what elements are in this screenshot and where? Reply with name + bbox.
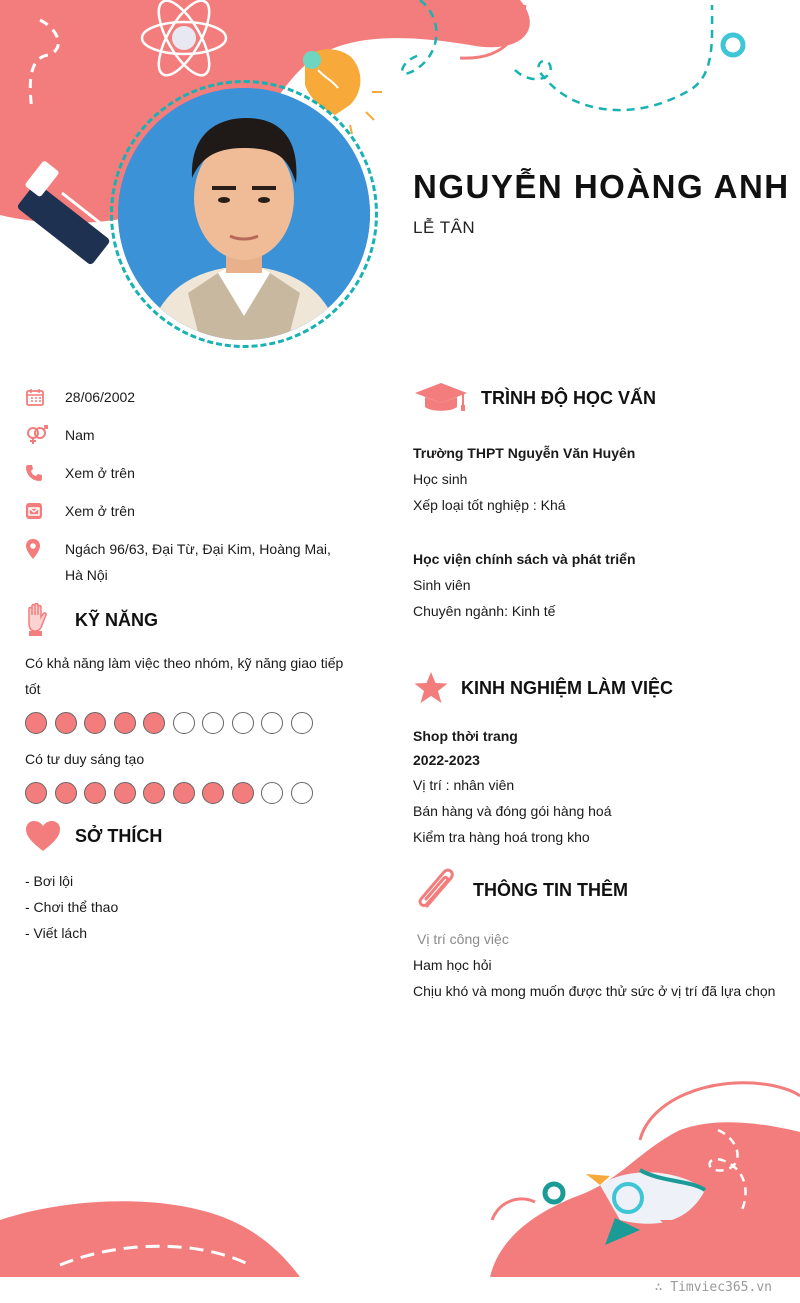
phone-icon	[25, 460, 65, 486]
experience-line: Vị trí : nhân viên	[413, 777, 515, 793]
watermark: ∴ Timviec365.vn	[654, 1280, 772, 1295]
extra-line: Chịu khó và mong muốn được thử sức ở vị trí đã lựa chọn	[413, 983, 776, 999]
rating-dot-filled	[84, 782, 106, 804]
calendar-icon	[25, 384, 65, 410]
extra-header	[413, 868, 793, 912]
education-role: Sinh viên	[413, 577, 471, 593]
education-detail: Chuyên ngành: Kinh tế	[413, 603, 556, 619]
rating-dot-filled	[143, 782, 165, 804]
education-detail: Xếp loại tốt nghiệp : Khá	[413, 497, 566, 513]
rating-dot-filled	[143, 712, 165, 734]
contact-phone	[25, 460, 345, 486]
gender-value: Nam	[65, 427, 95, 443]
rating-dot-filled	[232, 782, 254, 804]
rating-dot-empty	[202, 712, 224, 734]
skills-title: KỸ NĂNG	[75, 609, 159, 630]
gender-icon	[25, 422, 65, 448]
rating-dot-empty	[261, 712, 283, 734]
contact-email	[25, 498, 345, 524]
rating-dot-filled	[114, 782, 136, 804]
right-column	[413, 376, 793, 1004]
rating-dot-empty	[261, 782, 283, 804]
contact-address	[25, 536, 345, 588]
rating-dot-filled	[55, 782, 77, 804]
experience-line: Bán hàng và đóng gói hàng hoá	[413, 803, 612, 819]
education-role: Học sinh	[413, 471, 468, 487]
experience-entry	[413, 724, 793, 850]
avatar	[118, 88, 370, 340]
extra-title: THÔNG TIN THÊM	[473, 879, 628, 900]
paperclip-icon	[413, 868, 461, 912]
extra-entry	[413, 926, 793, 1004]
hobby-item: - Chơi thể thao	[25, 899, 119, 915]
job-title: LỄ TÂN	[413, 218, 476, 237]
rating-dot-empty	[291, 782, 313, 804]
rating-dot-filled	[55, 712, 77, 734]
email-icon	[25, 498, 65, 524]
skills-header	[25, 600, 345, 640]
rating-dot-empty	[232, 712, 254, 734]
experience-line: Kiểm tra hàng hoá trong kho	[413, 829, 590, 845]
address-value: Ngách 96/63, Đại Từ, Đại Kim, Hoàng Mai, Hà Nội	[65, 541, 331, 583]
skills-list	[25, 650, 345, 804]
phone-value: Xem ở trên	[65, 465, 135, 481]
education-entry-1	[413, 440, 793, 518]
education-header	[413, 376, 793, 420]
hobby-item: - Bơi lội	[25, 873, 74, 889]
rating-dot-filled	[114, 712, 136, 734]
school-name: Trường THPT Nguyễn Văn Huyên	[413, 445, 636, 461]
company-name: Shop thời trang	[413, 728, 518, 744]
work-period: 2022-2023	[413, 752, 480, 768]
hobby-item: - Viết lách	[25, 925, 87, 941]
experience-header	[413, 666, 793, 710]
contact-birthday	[25, 384, 345, 410]
location-pin-icon	[25, 536, 65, 562]
contact-gender	[25, 422, 345, 448]
rating-dot-empty	[291, 712, 313, 734]
hobbies-title: SỞ THÍCH	[75, 825, 163, 846]
email-value: Xem ở trên	[65, 503, 135, 519]
rating-dot-empty	[173, 712, 195, 734]
education-title: TRÌNH ĐỘ HỌC VẤN	[481, 387, 656, 408]
skill-1-text: Có khả năng làm việc theo nhóm, kỹ năng giao tiếp tốt	[25, 655, 344, 697]
extra-line: Ham học hỏi	[413, 957, 492, 973]
education-entry-2	[413, 546, 793, 624]
footer-decoration	[0, 1070, 800, 1280]
graduation-cap-icon	[413, 381, 469, 415]
experience-title: KINH NGHIỆM LÀM VIỆC	[461, 677, 674, 698]
rating-dot-filled	[25, 712, 47, 734]
rating-dot-filled	[25, 782, 47, 804]
school-name: Học viện chính sách và phát triển	[413, 551, 636, 567]
left-column	[25, 384, 345, 946]
rating-dot-filled	[173, 782, 195, 804]
star-icon	[413, 671, 449, 705]
heart-icon	[25, 816, 75, 856]
skill-2-rating	[25, 782, 345, 804]
birthday-value: 28/06/2002	[65, 389, 136, 405]
skill-2-text: Có tư duy sáng tạo	[25, 751, 145, 767]
candidate-name: NGUYỄN HOÀNG ANH	[413, 168, 790, 205]
skill-1-rating	[25, 712, 345, 734]
hand-icon	[25, 600, 75, 640]
extra-placeholder: Vị trí công việc	[417, 931, 509, 947]
rating-dot-filled	[202, 782, 224, 804]
rating-dot-filled	[84, 712, 106, 734]
hobbies-header	[25, 816, 345, 856]
hobbies-list	[25, 868, 345, 946]
